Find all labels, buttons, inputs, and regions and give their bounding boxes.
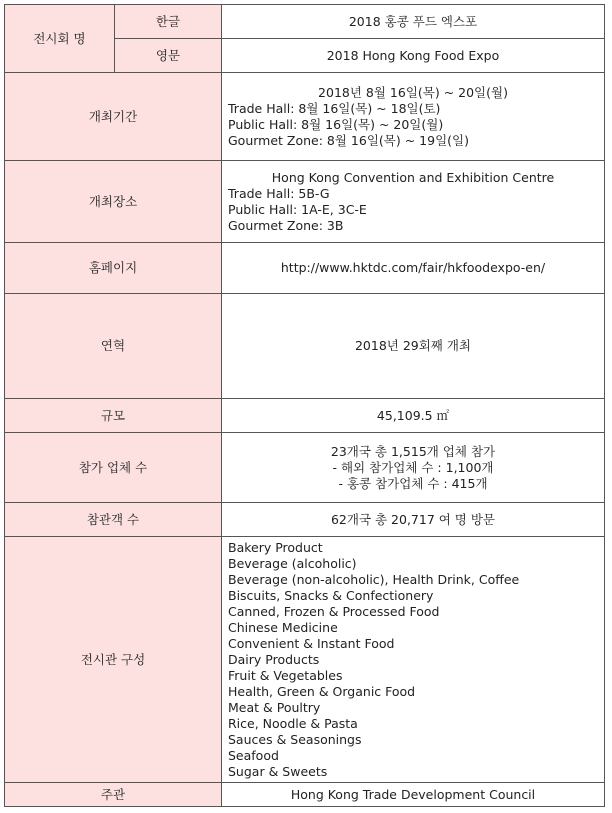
- row-scale: [5, 399, 605, 433]
- venue-main: Hong Kong Convention and Exhibition Centre: [271, 169, 555, 185]
- value-exhibitors: [222, 433, 605, 503]
- label-english: 영문: [115, 39, 222, 73]
- venue-trade-hall: Trade Hall: 5B-G: [228, 185, 330, 201]
- zone-item: Fruit & Vegetables: [228, 667, 343, 683]
- exhibitors-overseas: - 해외 참가업체 수 : 1,100개: [332, 459, 494, 475]
- row-organizer: [5, 783, 605, 807]
- zone-item: Chinese Medicine: [228, 619, 338, 635]
- label-zones: 전시관 구성: [5, 537, 222, 783]
- zone-item: Beverage (alcoholic): [228, 555, 357, 571]
- zone-item: Meat & Poultry: [228, 699, 321, 715]
- label-history: 연혁: [5, 294, 222, 399]
- label-venue: 개최장소: [5, 161, 222, 243]
- row-venue: [5, 161, 605, 243]
- value-english-name: 2018 Hong Kong Food Expo: [222, 39, 605, 73]
- expo-info-table: [4, 4, 605, 807]
- row-visitors: [5, 503, 605, 537]
- row-period: [5, 73, 605, 161]
- value-zones: [222, 537, 605, 783]
- zone-item: Bakery Product: [228, 539, 323, 555]
- label-period: 개최기간: [5, 73, 222, 161]
- row-exhibitors: [5, 433, 605, 503]
- label-korean: 한글: [115, 5, 222, 39]
- period-gourmet-zone: Gourmet Zone: 8월 16일(목) ~ 19일(일): [228, 132, 469, 148]
- value-homepage-url[interactable]: http://www.hktdc.com/fair/hkfoodexpo-en/: [222, 243, 605, 294]
- zone-item: Convenient & Instant Food: [228, 635, 395, 651]
- label-scale: 규모: [5, 399, 222, 433]
- zone-item: Sauces & Seasonings: [228, 731, 362, 747]
- row-history: [5, 294, 605, 399]
- zone-item: Seafood: [228, 747, 279, 763]
- label-exhibition-name: 전시회 명: [5, 5, 115, 73]
- label-exhibitors: 참가 업체 수: [5, 433, 222, 503]
- label-visitors: 참관객 수: [5, 503, 222, 537]
- row-name-korean: [5, 5, 605, 39]
- zone-item: Rice, Noodle & Pasta: [228, 715, 358, 731]
- value-history: 2018년 29회째 개최: [222, 294, 605, 399]
- zone-item: Health, Green & Organic Food: [228, 683, 416, 699]
- row-zones: [5, 537, 605, 783]
- value-venue: [222, 161, 605, 243]
- label-organizer: 주관: [5, 783, 222, 807]
- period-trade-hall: Trade Hall: 8월 16일(목) ~ 18일(토): [228, 100, 441, 116]
- venue-gourmet-zone: Gourmet Zone: 3B: [228, 217, 344, 233]
- value-organizer: Hong Kong Trade Development Council: [222, 783, 605, 807]
- zone-item: Canned, Frozen & Processed Food: [228, 603, 440, 619]
- period-main: 2018년 8월 16일(목) ~ 20일(월): [318, 84, 508, 100]
- label-homepage: 홈페이지: [5, 243, 222, 294]
- zone-item: Dairy Products: [228, 651, 320, 667]
- value-korean-name: 2018 홍콩 푸드 엑스포: [222, 5, 605, 39]
- value-period: [222, 73, 605, 161]
- value-visitors: 62개국 총 20,717 여 명 방문: [222, 503, 605, 537]
- zone-item: Beverage (non-alcoholic), Health Drink, Coffee: [228, 571, 520, 587]
- exhibitors-total: 23개국 총 1,515개 업체 참가: [330, 443, 496, 459]
- row-homepage: [5, 243, 605, 294]
- venue-public-hall: Public Hall: 1A-E, 3C-E: [228, 201, 367, 217]
- zone-item: Biscuits, Snacks & Confectionery: [228, 587, 434, 603]
- exhibitors-hongkong: - 홍콩 참가업체 수 : 415개: [338, 475, 488, 491]
- period-public-hall: Public Hall: 8월 16일(목) ~ 20일(월): [228, 116, 444, 132]
- zone-item: Sugar & Sweets: [228, 763, 328, 779]
- value-scale: 45,109.5 ㎡: [222, 399, 605, 433]
